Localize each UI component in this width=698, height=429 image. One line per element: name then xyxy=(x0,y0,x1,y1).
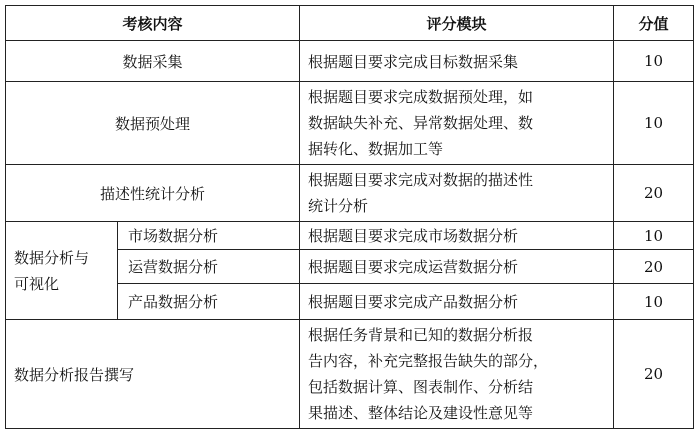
table-row xyxy=(6,82,694,165)
desc-cell xyxy=(300,82,614,165)
header-score: 分值 xyxy=(614,6,694,41)
score-cell: 10 xyxy=(614,222,694,250)
sub-content-cell: 运营数据分析 xyxy=(118,250,300,284)
table-row xyxy=(6,222,694,250)
score-cell: 10 xyxy=(614,41,694,82)
header-module: 评分模块 xyxy=(300,6,614,41)
score-cell: 10 xyxy=(614,82,694,165)
desc-cell: 根据题目要求完成目标数据采集 xyxy=(300,41,614,82)
desc-line: 根据题目要求完成对数据的描述性 xyxy=(308,171,534,189)
content-cell: 描述性统计分析 xyxy=(6,165,300,222)
score-cell: 10 xyxy=(614,284,694,320)
score-cell: 20 xyxy=(614,165,694,222)
content-cell: 数据预处理 xyxy=(6,82,300,165)
sub-content-cell: 产品数据分析 xyxy=(118,284,300,320)
scoring-table xyxy=(5,5,694,429)
desc-cell: 根据题目要求完成市场数据分析 xyxy=(300,222,614,250)
content-cell: 数据分析报告撰写 xyxy=(6,320,300,429)
desc-line: 根据任务背景和已知的数据分析报 xyxy=(308,326,534,344)
desc-line: 果描述、整体结论及建设性意见等 xyxy=(308,404,534,422)
desc-line: 统计分析 xyxy=(308,197,369,215)
desc-line: 据转化、数据加工等 xyxy=(308,140,444,158)
table-row xyxy=(6,41,694,82)
desc-cell: 根据题目要求完成运营数据分析 xyxy=(300,250,614,284)
header-row xyxy=(6,6,694,41)
score-cell: 20 xyxy=(614,250,694,284)
desc-line: 告内容，补充完整报告缺失的部分， xyxy=(308,352,549,370)
group-label-line: 可视化 xyxy=(14,274,60,293)
sub-content-cell: 市场数据分析 xyxy=(118,222,300,250)
desc-line: 包括数据计算、图表制作、分析结 xyxy=(308,378,534,396)
table-row xyxy=(6,165,694,222)
header-content: 考核内容 xyxy=(6,6,300,41)
score-cell: 20 xyxy=(614,320,694,429)
content-cell: 数据采集 xyxy=(6,41,300,82)
desc-cell: 根据题目要求完成产品数据分析 xyxy=(300,284,614,320)
desc-cell xyxy=(300,165,614,222)
desc-cell xyxy=(300,320,614,429)
table-row xyxy=(6,320,694,429)
group-label-cell xyxy=(6,222,118,320)
group-label-line: 数据分析与 xyxy=(14,248,90,267)
desc-line: 根据题目要求完成数据预处理，如 xyxy=(308,88,534,106)
desc-line: 数据缺失补充、异常数据处理、数 xyxy=(308,114,534,132)
